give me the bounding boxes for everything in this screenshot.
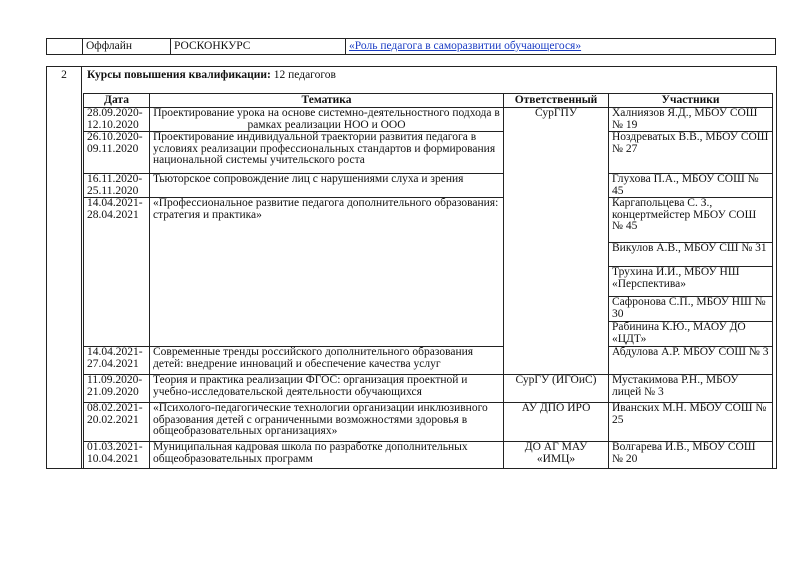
participant-cell: Волгарева И.В., МБОУ СОШ № 20	[609, 442, 773, 469]
responsible-cell: СурГУ (ИГОиС)	[504, 375, 609, 403]
date-cell: 26.10.2020- 09.11.2020	[84, 132, 150, 174]
responsible-cell: СурГПУ	[504, 108, 609, 375]
topic-cell: «Профессиональное развитие педагога дополнительного образования: стратегия и практика»	[150, 198, 504, 347]
participant-cell: Викулов А.В., МБОУ СШ № 31	[609, 243, 773, 267]
participant-cell: Рабинина К.Ю., МАОУ ДО «ЦДТ»	[609, 322, 773, 347]
date-cell: 28.09.2020- 12.10.2020	[84, 108, 150, 132]
participant-cell: Сафронова С.П., МБОУ НШ № 30	[609, 297, 773, 322]
topic-cell: Тьюторское сопровождение лиц с нарушениями слуха и зрения	[150, 174, 504, 198]
table-row	[84, 132, 773, 174]
table-row	[84, 403, 773, 442]
responsible-cell: АУ ДПО ИРО	[504, 403, 609, 442]
participant-cell: Каргапольцева С. З., концертмейстер МБОУ СОШ № 45	[609, 198, 773, 243]
date-cell: 08.02.2021- 20.02.2021	[84, 403, 150, 442]
event-link[interactable]: «Роль педагога в саморазвитии обучающегося»	[349, 40, 582, 52]
participant-cell: Абдулова А.Р. МБОУ СОШ № 3	[609, 347, 773, 375]
participant-cell: Халниязов Я.Д., МБОУ СОШ № 19	[609, 108, 773, 132]
topic-cell: Проектирование урока на основе системно-деятельностного подхода в рамках реализации НОО и ООО	[150, 108, 504, 132]
participant-cell: Глухова П.А., МБОУ СОШ № 45	[609, 174, 773, 198]
empty-cell	[47, 39, 83, 55]
header-topic: Тематика	[150, 94, 504, 108]
header-participants: Участники	[609, 94, 773, 108]
courses-table	[83, 93, 773, 469]
participant-cell: Трухина И.И., МБОУ НШ «Перспектива»	[609, 267, 773, 297]
topic-cell: Современные тренды российского дополнительного образования детей: внедрение инноваций и обеспечение качества услуг	[150, 347, 504, 375]
date-cell: 16.11.2020- 25.11.2020	[84, 174, 150, 198]
table-header	[84, 94, 773, 108]
responsible-cell: ДО АГ МАУ «ИМЦ»	[504, 442, 609, 469]
participant-cell: Мустакимова Р.Н., МБОУ лицей № 3	[609, 375, 773, 403]
table-row	[84, 108, 773, 132]
event-cell	[346, 39, 776, 55]
section-number: 2	[47, 67, 82, 468]
section-title-count: 12 педагогов	[270, 69, 336, 81]
organizer-cell: РОСКОНКУРС	[171, 39, 346, 55]
section-title-bold: Курсы повышения квалификации:	[87, 69, 271, 81]
participant-cell: Иванских М.Н. МБОУ СОШ № 25	[609, 403, 773, 442]
date-cell: 14.04.2021- 27.04.2021	[84, 347, 150, 375]
table-row	[84, 198, 773, 243]
section-title	[87, 69, 336, 81]
date-cell: 14.04.2021- 28.04.2021	[84, 198, 150, 347]
header-date: Дата	[84, 94, 150, 108]
topic-cell: Теория и практика реализации ФГОС: организация проектной и учебно-исследовательской деятельности обучающихся	[150, 375, 504, 403]
table-row	[84, 375, 773, 403]
topic-cell: «Психолого-педагогические технологии организации инклюзивного образования детей с ограниченными возможностями здоровья в общеобразовательных организациях»	[150, 403, 504, 442]
topic-cell: Проектирование индивидуальной траектории развития педагога в условиях реализации профессиональных стандартов и формирования национальной системы учительского роста	[150, 132, 504, 174]
table-row	[84, 442, 773, 469]
previous-table-row	[46, 38, 776, 55]
table-row	[84, 174, 773, 198]
table-row	[84, 347, 773, 375]
date-cell: 01.03.2021- 10.04.2021	[84, 442, 150, 469]
topic-cell: Муниципальная кадровая школа по разработке дополнительных общеобразовательных программ	[150, 442, 504, 469]
participant-cell: Ноздреватых В.В., МБОУ СОШ № 27	[609, 132, 773, 174]
format-cell: Оффлайн	[83, 39, 171, 55]
header-responsible: Ответственный	[504, 94, 609, 108]
date-cell: 11.09.2020- 21.09.2020	[84, 375, 150, 403]
